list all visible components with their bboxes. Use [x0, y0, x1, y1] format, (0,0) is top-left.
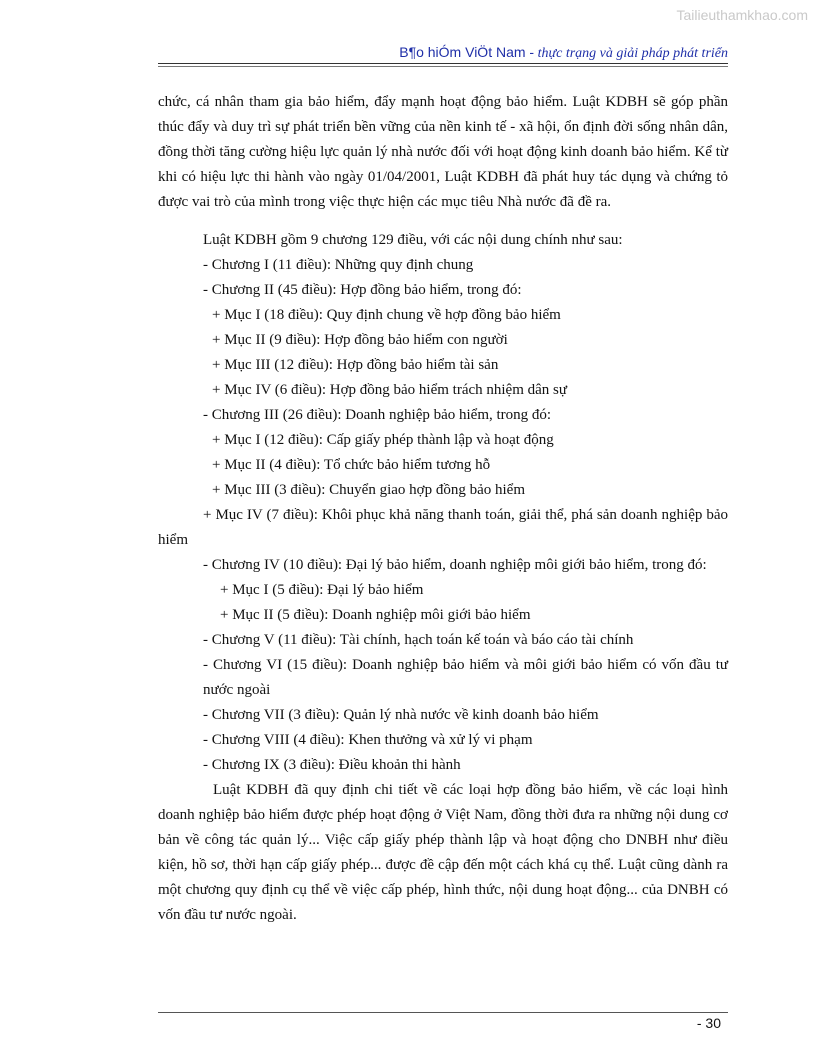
- chapter-3: - Chương III (26 điều): Doanh nghiệp bảo hiểm, trong đó:: [203, 407, 552, 423]
- chapter-8: - Chương VIII (4 điều): Khen thưởng và xử lý vi phạm: [203, 732, 533, 748]
- chapter-4-section-2: + Mục II (5 điều): Doanh nghiệp môi giới bảo hiểm: [220, 607, 531, 623]
- chapter-5: - Chương V (11 điều): Tài chính, hạch toán kế toán và báo cáo tài chính: [203, 632, 634, 648]
- running-header: [158, 44, 728, 62]
- footer-rule: [158, 1012, 728, 1013]
- chapter-2: - Chương II (45 điều): Hợp đồng bảo hiểm, trong đó:: [203, 282, 522, 298]
- watermark: Tailieuthamkhao.com: [676, 7, 808, 23]
- chapter-2-section-3: + Mục III (12 điều): Hợp đồng bảo hiểm tài sản: [212, 357, 499, 373]
- chapter-3-section-1: + Mục I (12 điều): Cấp giấy phép thành lập và hoạt động: [212, 432, 554, 448]
- header-rule-secondary: [158, 66, 728, 67]
- header-rule: [158, 63, 728, 64]
- outline-intro: Luật KDBH gồm 9 chương 129 điều, với các nội dung chính như sau:: [203, 232, 623, 248]
- header-title: B¶o hiÓm ViÖt Nam -: [399, 44, 535, 60]
- chapter-6: - Chương VI (15 điều): Doanh nghiệp bảo hiểm và môi giới bảo hiểm có vốn đầu tư nước ngoài: [203, 657, 728, 698]
- chapter-3-section-3: + Mục III (3 điều): Chuyển giao hợp đồng bảo hiểm: [212, 482, 525, 498]
- chapter-2-section-4: + Mục IV (6 điều): Hợp đồng bảo hiểm trách nhiệm dân sự: [212, 382, 568, 398]
- chapter-3-section-2: + Mục II (4 điều): Tổ chức bảo hiểm tương hỗ: [212, 457, 491, 473]
- closing-paragraph: Luật KDBH đã quy định chi tiết về các loại hợp đồng bảo hiểm, về các loại hình doanh nghiệp bảo hiểm được phép hoạt động ở Việt Nam, đồng thời đưa ra những nội dung cơ bản về công tác quản lý... Việc cấp giấy phép thành lập và hoạt động cho DNBH như điều kiện, hồ sơ, thời hạn cấp giấy phép... được đề cập đến một cách khá cụ thể. Luật cũng dành ra một chương quy định cụ thể về việc cấp phép, hình thức, nội dung hoạt động... của DNBH có vốn đầu tư nước ngoài.: [158, 782, 728, 923]
- chapter-2-section-1: + Mục I (18 điều): Quy định chung về hợp đồng bảo hiểm: [212, 307, 561, 323]
- chapter-1: - Chương I (11 điều): Những quy định chung: [203, 257, 474, 273]
- chapter-9: - Chương IX (3 điều): Điều khoản thi hành: [203, 757, 461, 773]
- chapter-4: - Chương IV (10 điều): Đại lý bảo hiểm, doanh nghiệp môi giới bảo hiểm, trong đó:: [203, 557, 707, 573]
- chapter-2-section-2: + Mục II (9 điều): Hợp đồng bảo hiểm con người: [212, 332, 508, 348]
- chapter-4-section-1: + Mục I (5 điều): Đại lý bảo hiểm: [220, 582, 424, 598]
- header-subtitle: thực trạng và giải pháp phát triển: [537, 46, 728, 61]
- chapter-7: - Chương VII (3 điều): Quản lý nhà nước về kinh doanh bảo hiểm: [203, 707, 599, 723]
- page-number: - 30: [696, 1015, 721, 1031]
- intro-paragraph: chức, cá nhân tham gia bảo hiểm, đẩy mạnh hoạt động bảo hiểm. Luật KDBH sẽ góp phần thúc đẩy và duy trì sự phát triển bền vững của nền kinh tế - xã hội, ổn định đời sống nhân dân, đồng thời tăng cường hiệu lực quản lý nhà nước đối với hoạt động kinh doanh bảo hiểm. Kể từ khi có hiệu lực thi hành vào ngày 01/04/2001, Luật KDBH đã phát huy tác dụng và chứng tỏ được vai trò của mình trong việc thực hiện các mục tiêu Nhà nước đã đề ra.: [158, 94, 728, 210]
- chapter-3-section-4: + Mục IV (7 điều): Khôi phục khả năng thanh toán, giải thể, phá sản doanh nghiệp bảo hiểm: [158, 507, 728, 548]
- page-body: [158, 90, 728, 928]
